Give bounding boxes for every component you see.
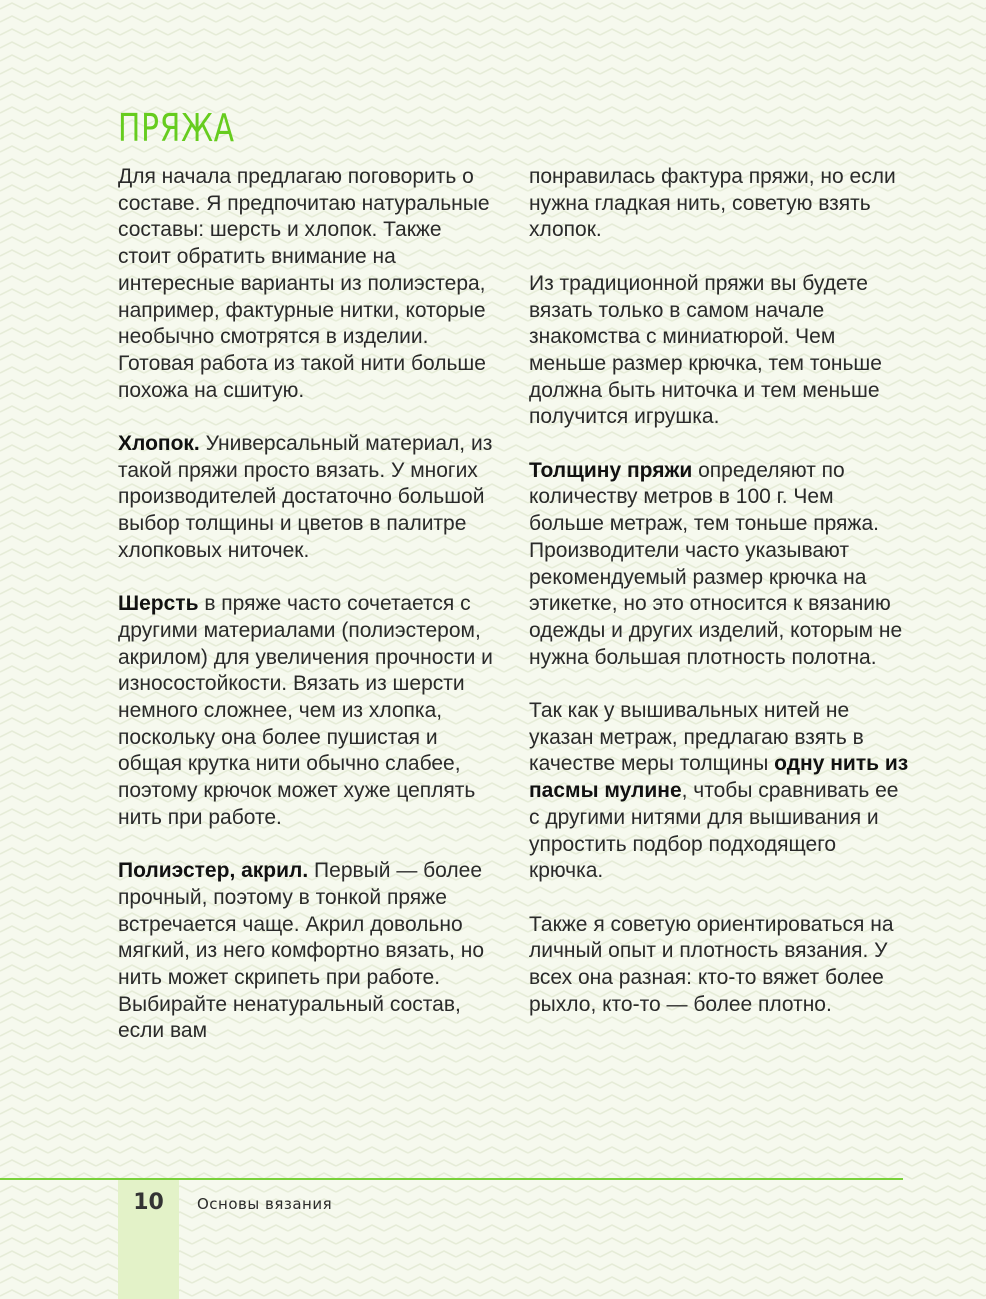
- paragraph-polyester: [118, 858, 498, 1045]
- paragraph-traditional: [529, 271, 909, 431]
- paragraph-continuation: [529, 164, 909, 244]
- paragraph-intro: [118, 164, 498, 404]
- term-wool: Шерсть: [118, 592, 199, 616]
- paragraph-embroidery: [529, 698, 909, 885]
- section-name: Основы вязания: [197, 1195, 333, 1213]
- embroidery-text-before: Так как у вышивальных нитей не указан метраж, предлагаю взять в качестве меры толщины: [529, 699, 864, 776]
- term-thickness: Толщину пряжи: [529, 458, 693, 482]
- paragraph-wool: [118, 591, 498, 831]
- embroidery-text-after: , чтобы сравнивать ее с другими нитями для вышивания и упростить подбор подходящего крючка.: [529, 779, 899, 883]
- term-polyester: Полиэстер, акрил.: [118, 859, 309, 883]
- continuation-text: понравилась фактура пряжи, но если нужна гладкая нить, советую взять хлопок.: [529, 165, 896, 242]
- paragraph-cotton: [118, 431, 498, 565]
- term-cotton: Хлопок.: [118, 432, 200, 456]
- thickness-text: определяют по количеству метров в 100 г. Чем больше метраж, тем тоньше пряжа. Производители часто указывают рекомендуемый размер крючка на этикетке, но это относится к вязанию одежды и других изделий, которым не нужна большая плотность полотна.: [529, 458, 903, 669]
- right-column: [529, 164, 909, 1045]
- left-column: [118, 164, 498, 1072]
- polyester-text: Первый — более прочный, поэтому в тонкой пряже встречается чаще. Акрил довольно мягкий, из него комфортно вязать, но нить может скрипеть при работе. Выбирайте ненатуральный состав, если вам: [118, 859, 485, 1043]
- paragraph-thickness: [529, 458, 909, 672]
- term-embroidery: одну нить из пасмы мулине: [529, 752, 909, 803]
- intro-text: Для начала предлагаю поговорить о составе. Я предпочитаю натуральные составы: шерсть и хлопок. Также стоит обратить внимание на интересные варианты из полиэстера, например, фактурные нитки, которые необычно смотрятся в изделии. Готовая работа из такой нити больше похожа на сшитую.: [118, 165, 490, 402]
- experience-text: Также я советую ориентироваться на личный опыт и плотность вязания. У всех она разная: кто-то вяжет более рыхло, кто-то — более плотно.: [529, 912, 894, 1016]
- page-number: 10: [133, 1190, 164, 1215]
- page-title: ПРЯЖА: [118, 106, 235, 150]
- cotton-text: Универсальный материал, из такой пряжи просто вязать. У многих производителей достаточно большой выбор толщины и цветов в палитре хлопковых ниточек.: [118, 432, 493, 562]
- paragraph-experience: [529, 912, 909, 1019]
- wool-text: в пряже часто сочетается с другими материалами (полиэстером, акрилом) для увеличения прочности и износостойкости. Вязать из шерсти немного сложнее, чем из хлопка, поскольку она более пушистая и общая крутка нити обычно слабее, поэтому крючок может хуже цеплять нить при работе.: [118, 592, 493, 829]
- traditional-text: Из традиционной пряжи вы будете вязать только в самом начале знакомства с миниатюрой. Чем меньше размер крючка, тем тоньше должна быть ниточка и тем меньше получится игрушка.: [529, 271, 882, 429]
